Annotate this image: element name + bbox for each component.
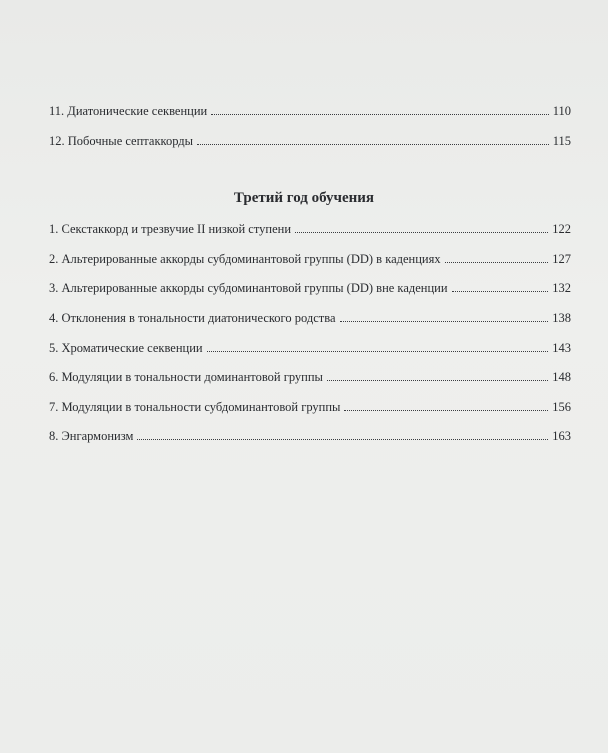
toc-leader-dots (295, 232, 548, 233)
toc-entry-page: 110 (552, 104, 571, 118)
toc-entry-title: 2. Альтерированные аккорды субдоминантовой группы (DD) в каденциях (49, 252, 441, 266)
toc-leader-dots (344, 410, 548, 411)
toc-entry-page: 115 (552, 134, 571, 148)
toc-entry (49, 423, 571, 443)
toc-entry (49, 246, 571, 266)
toc-entry-title: 3. Альтерированные аккорды субдоминантовой группы (DD) вне каденции (49, 281, 448, 295)
toc-leader-dots (327, 380, 548, 381)
toc-entry-title: 5. Хроматические секвенции (49, 341, 203, 355)
toc-entry-title: 11. Диатонические секвенции (49, 104, 208, 118)
toc-entry-title: 12. Побочные септаккорды (49, 134, 194, 148)
toc-leader-dots (207, 351, 549, 352)
toc-entry-page: 148 (552, 370, 571, 384)
toc-entry-page: 163 (552, 429, 571, 443)
toc-entry-page: 127 (552, 252, 571, 266)
toc-entry (49, 394, 571, 414)
toc-leader-dots (452, 291, 549, 292)
toc-entry-page: 122 (552, 222, 571, 236)
toc-entry-title: 1. Секстаккорд и трезвучие II низкой ступени (49, 222, 292, 236)
toc-entry (49, 216, 571, 236)
toc-entry-page: 156 (552, 400, 571, 414)
toc-leader-dots (211, 114, 548, 115)
toc-leader-dots (340, 321, 549, 322)
toc-entry-page: 143 (552, 341, 571, 355)
toc-entry (49, 364, 571, 384)
toc-entry-title: 7. Модуляции в тональности субдоминантовой группы (49, 400, 341, 414)
toc-leader-dots (197, 144, 549, 145)
section-heading: Третий год обучения (233, 190, 375, 206)
toc-entry-title: 4. Отклонения в тональности диатонического родства (49, 311, 336, 325)
toc-entry (49, 98, 571, 118)
toc-entry (49, 128, 571, 148)
toc-entry-page: 132 (552, 281, 571, 295)
toc-leader-dots (445, 262, 549, 263)
toc-entry-title: 6. Модуляции в тональности доминантовой группы (49, 370, 323, 384)
toc-entry-page: 138 (552, 311, 571, 325)
toc-entry (49, 335, 571, 355)
toc-entry (49, 305, 571, 325)
toc-entry-title: 8. Энгармонизм (49, 429, 134, 443)
toc-leader-dots (137, 439, 548, 440)
toc-entry (49, 275, 571, 295)
